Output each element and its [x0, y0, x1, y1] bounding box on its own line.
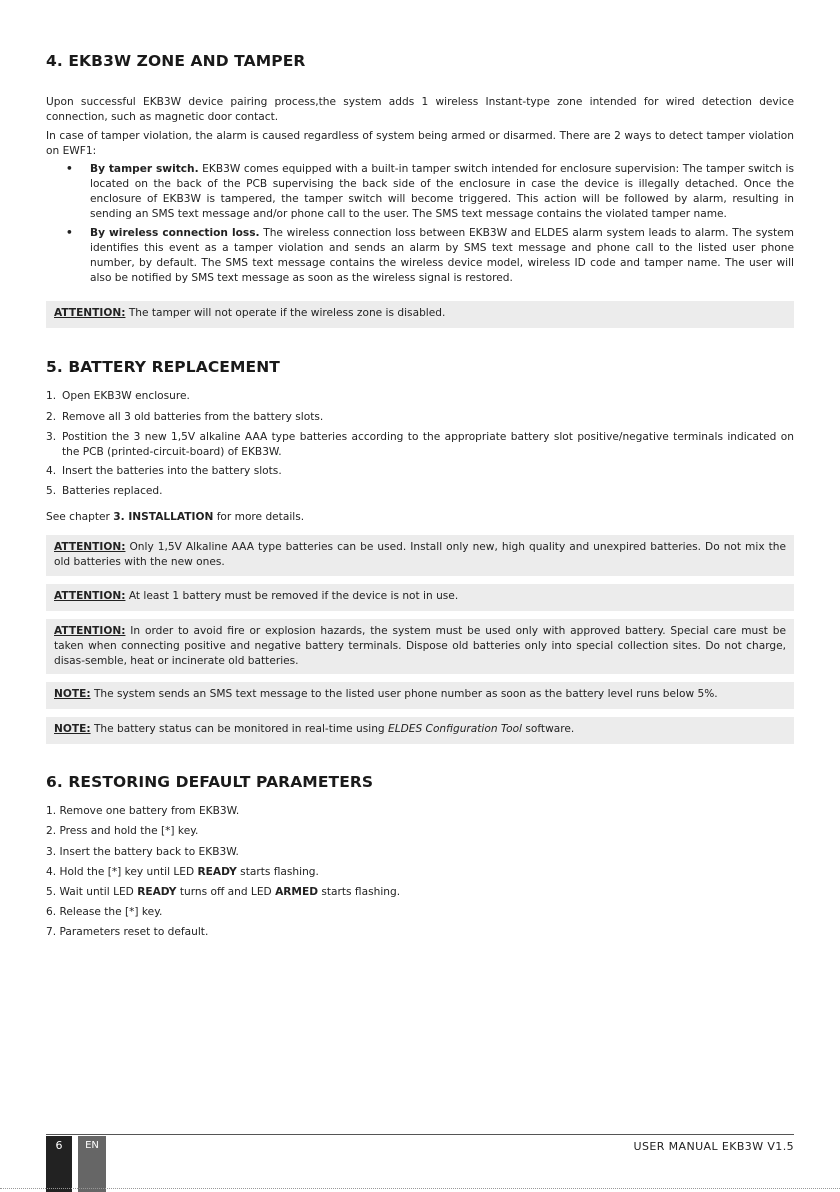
attention-note: ATTENTION: Only 1,5V Alkaline AAA type batteries can be used. Install only new, high quality and unexpired batteries. Do not mix the old batteries with the new ones.: [46, 535, 794, 576]
attention-text: The tamper will not operate if the wireless zone is disabled.: [125, 307, 446, 319]
list-item: 2. Remove all 3 old batteries from the battery slots.: [46, 411, 324, 423]
info-note: NOTE: The battery status can be monitored in real-time using ELDES Configuration Tool software.: [46, 717, 794, 744]
list-item: 1. Open EKB3W enclosure.: [46, 390, 190, 402]
section-4-para-1: Upon successful EKB3W device pairing process,the system adds 1 wireless Instant-type zone intended for wired detection device connection, such as magnetic door contact.: [46, 96, 794, 123]
attention-tag: ATTENTION:: [54, 307, 126, 319]
info-note: NOTE: The system sends an SMS text message to the listed user phone number as soon as the battery level runs below 5%.: [46, 682, 794, 709]
list-item: 5. Batteries replaced.: [46, 485, 163, 497]
section-4-title: 4. EKB3W ZONE AND TAMPER: [46, 52, 306, 70]
list-item: 7. Parameters reset to default.: [46, 926, 209, 938]
list-item: 6. Release the [*] key.: [46, 906, 163, 918]
section-4-intro: [46, 95, 794, 159]
bullet-dot: •: [66, 227, 73, 239]
attention-note: [46, 301, 794, 328]
bullet-text: EKB3W comes equipped with a built-in tamper switch intended for enclosure supervision: The tamper switch is located on the back of the PCB supervising the back side of the enclosure in case the device is illegally detached. Once the enclosure of EKB3W is tampered, the tamper switch will become triggered. This action will be followed by alarm, resulting in sending an SMS text message and/or phone call to the user. The SMS text message contains the violated tamper name.: [90, 163, 794, 220]
attention-tag: ATTENTION:: [54, 541, 126, 553]
language-badge: EN: [78, 1136, 106, 1192]
list-item: 2. Press and hold the [*] key.: [46, 825, 199, 837]
manual-title: USER MANUAL EKB3W V1.5: [633, 1140, 794, 1153]
list-item: 4. Insert the batteries into the battery slots.: [46, 465, 282, 477]
list-item: 4. Hold the [*] key until LED READY starts flashing.: [46, 866, 319, 878]
tamper-bullet-list: [46, 162, 794, 290]
footer-divider: [46, 1134, 794, 1135]
software-name: ELDES Configuration Tool: [388, 723, 523, 735]
list-item: 5. Wait until LED READY turns off and LED ARMED starts flashing.: [46, 886, 401, 898]
bullet-dot: •: [66, 163, 73, 175]
bullet-item: [46, 162, 794, 222]
bullet-lead: By wireless connection loss.: [90, 227, 260, 239]
list-item: 1. Remove one battery from EKB3W.: [46, 805, 240, 817]
bullet-text: The wireless connection loss between EKB3W and ELDES alarm system leads to alarm. The system identifies this event as a tamper violation and sends an alarm by SMS text message and phone call to the listed user phone number, by default. The SMS text message contains the wireless device model, wireless ID code and tamper name. The user will also be notified by SMS text message as soon as the wireless signal is restored.: [90, 227, 794, 284]
bullet-lead: By tamper switch.: [90, 163, 199, 175]
bottom-border: [0, 1188, 840, 1189]
attention-note: ATTENTION: In order to avoid fire or explosion hazards, the system must be used only with approved battery. Special care must be taken when connecting positive and negative battery terminals. Dispose old batteries only into special collection sites. Do not charge, disas-semble, heat or incinerate old batteries.: [46, 619, 794, 674]
page-number: 6: [46, 1136, 72, 1192]
chapter-link: 3. INSTALLATION: [113, 511, 214, 523]
section-5-title: 5. BATTERY REPLACEMENT: [46, 358, 280, 376]
attention-tag: ATTENTION:: [54, 590, 126, 602]
list-item: 3. Insert the battery back to EKB3W.: [46, 846, 239, 858]
see-chapter-reference: See chapter 3. INSTALLATION for more details.: [46, 511, 305, 523]
note-tag: NOTE:: [54, 688, 91, 700]
section-4-para-2: In case of tamper violation, the alarm is caused regardless of system being armed or disarmed. There are 2 ways to detect tamper violation on EWF1:: [46, 130, 794, 157]
list-item: 3. Postition the 3 new 1,5V alkaline AAA type batteries according to the appropriate battery slot positive/negative terminals indicated on the PCB (printed-circuit-board) of EKB3W.: [46, 431, 794, 458]
note-tag: NOTE:: [54, 723, 91, 735]
attention-note: ATTENTION: At least 1 battery must be removed if the device is not in use.: [46, 584, 794, 611]
bullet-item: [46, 226, 794, 286]
section-6-title: 6. RESTORING DEFAULT PARAMETERS: [46, 773, 374, 791]
attention-tag: ATTENTION:: [54, 625, 126, 637]
